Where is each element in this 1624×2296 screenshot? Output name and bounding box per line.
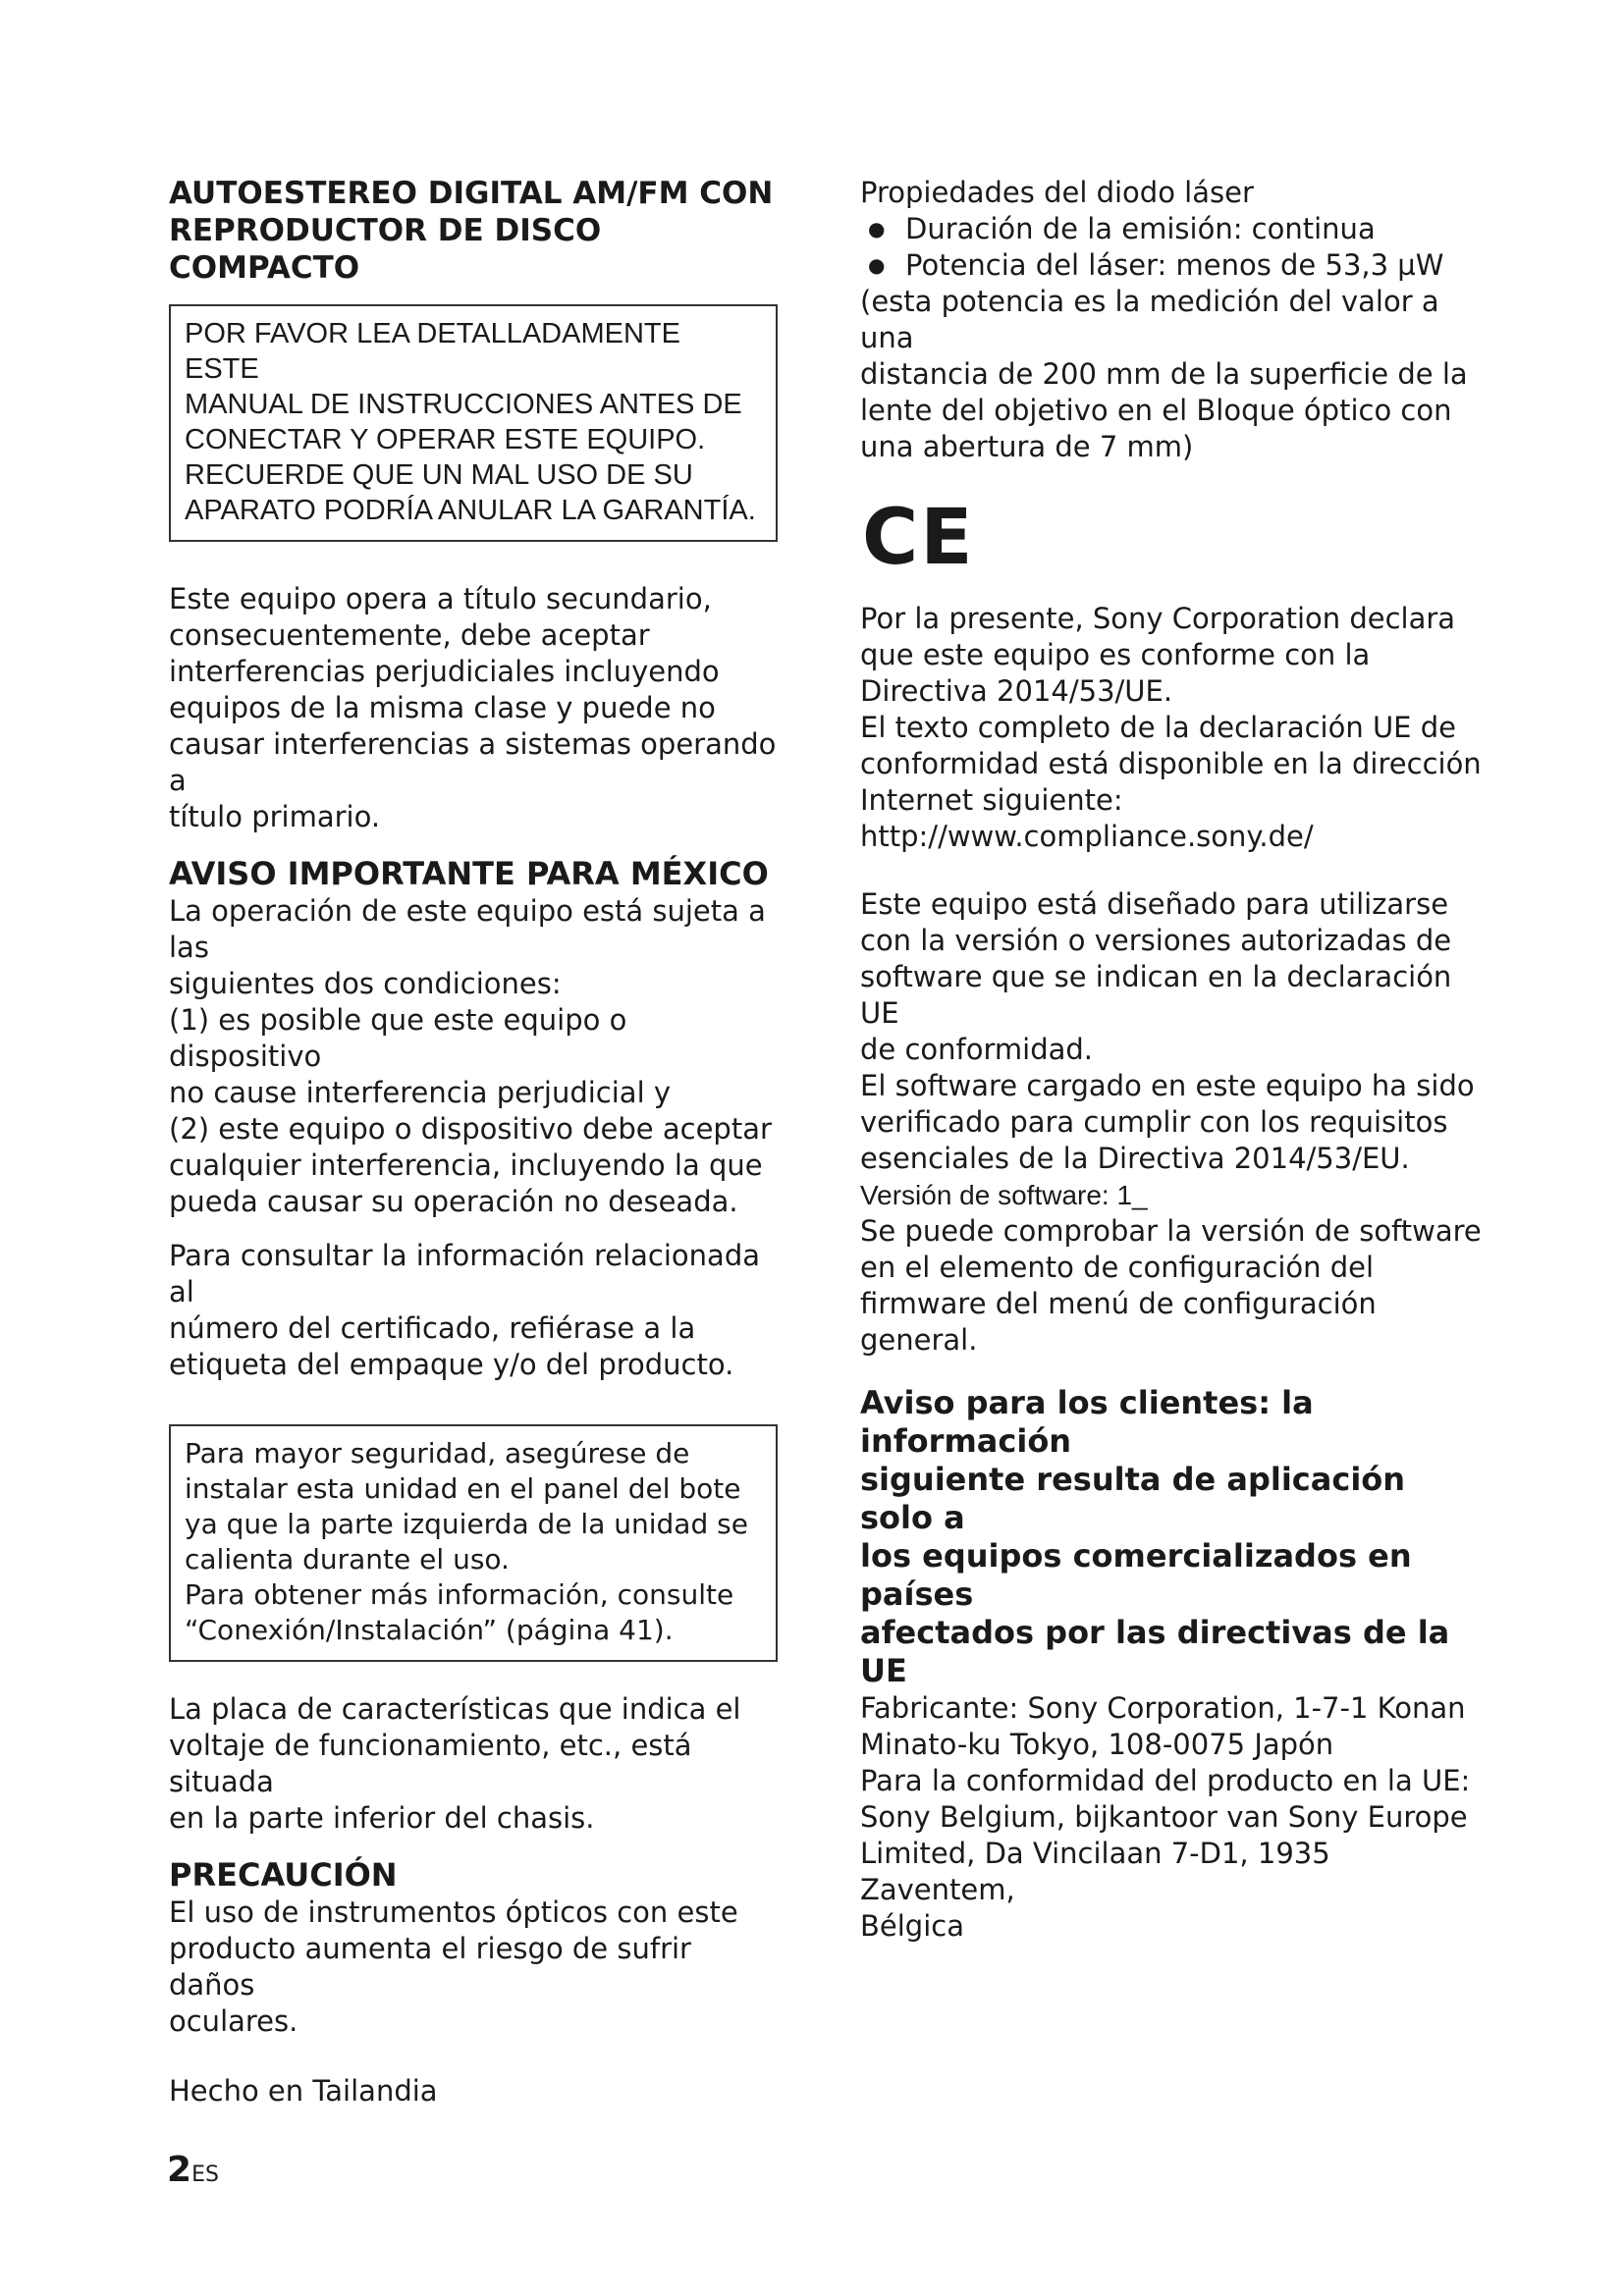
manufacturer-paragraph: Fabricante: Sony Corporation, 1-7-1 Konan Minato-ku Tokyo, 108-0075 Japón Para la conformidad del producto en la UE: Sony Belgium, bijkantoor van Sony Europe Limited, Da Vincilaan 7-D1, 1935 Zaventem, Bélgica	[860, 1691, 1471, 1943]
page-number-digit: 2	[167, 2150, 192, 2190]
box-line: POR FAVOR LEA DETALLADAMENTE ESTE	[185, 318, 680, 385]
laser-note: (esta potencia es la medición del valor a una distancia de 200 mm de la superficie de la lente del objetivo en el Bloque óptico con una abertura de 7 mm)	[860, 285, 1468, 463]
software-paragraph: Este equipo está diseñado para utilizarse con la versión o versiones autorizadas de software que se indican en la declaración UE de conformidad. El software cargado en este equipo ha sido verificado para cumplir con los requisitos esenciales de la Directiva 2014/53/EU. Versión de software: 1_ Se puede comprobar la versión de software en el elemento de configuración del firmware del menú de configuración general.	[860, 886, 1489, 1359]
secondary-operation-paragraph: Este equipo opera a título secundario, consecuentemente, debe aceptar interferencias perjudiciales incluyendo equipos de la misma clase y puede no causar interferencias a sistemas operando a título primario.	[169, 582, 777, 833]
warranty-notice-box	[169, 304, 778, 542]
right-column	[860, 175, 1489, 1945]
mexico-paragraph: La operación de este equipo está sujeta a las siguientes dos condiciones: (1) es posible que este equipo o dispositivo no cause interferencia perjudicial y (2) este equipo o dispositivo debe aceptar cualquier interferencia, incluyendo la que pueda causar su operación no deseada.	[169, 894, 772, 1218]
declaration-paragraph: Por la presente, Sony Corporation declara que este equipo es conforme con la Directiva 2014/53/UE. El texto completo de la declaración UE de conformidad está disponible en la dirección Internet siguiente: http://www.compliance.sony.de/	[860, 601, 1489, 855]
compliance-url: http://www.compliance.sony.de/	[860, 820, 1314, 853]
caution-paragraph: El uso de instrumentos ópticos con este producto aumenta el riesgo de sufrir daños oculares.	[169, 1896, 738, 2038]
laser-power-item: ● Potencia del láser: menos de 53,3 µW	[860, 247, 1489, 284]
language-code: ES	[191, 2163, 219, 2187]
mexico-heading: AVISO IMPORTANTE PARA MÉXICO	[169, 855, 769, 892]
laser-properties-title: Propiedades del diodo láser	[860, 176, 1254, 209]
software-version-line: Versión de software: 1_	[860, 1180, 1148, 1210]
title-heading: AUTOESTEREO DIGITAL AM/FM CON REPRODUCTOR DE DISCO COMPACTO	[169, 176, 774, 286]
box-line: CONECTAR Y OPERAR ESTE EQUIPO.	[185, 424, 706, 455]
ce-mark-icon: CE	[862, 494, 975, 582]
box-line: APARATO PODRÍA ANULAR LA GARANTÍA.	[185, 495, 756, 526]
page-number	[167, 2150, 219, 2190]
rating-plate-paragraph: La placa de características que indica el voltaje de funcionamiento, etc., está situada en la parte inferior del chasis.	[169, 1692, 741, 1835]
box-line: RECUERDE QUE UN MAL USO DE SU	[185, 459, 693, 491]
caution-heading: PRECAUCIÓN	[169, 1856, 398, 1894]
emission-duration-item: ● Duración de la emisión: continua	[860, 211, 1489, 247]
left-column	[169, 175, 778, 2109]
made-in-text: Hecho en Tailandia	[169, 2074, 438, 2108]
eu-notice-heading: Aviso para los clientes: la información siguiente resulta de aplicación solo a los equipos comercializados en países afectados por las directivas de la UE	[860, 1384, 1450, 1689]
certificate-paragraph: Para consultar la información relacionada al número del certificado, refiérase a la etiqueta del empaque y/o del producto.	[169, 1239, 761, 1381]
box-line: MANUAL DE INSTRUCCIONES ANTES DE	[185, 389, 742, 420]
safety-installation-box: Para mayor seguridad, asegúrese de instalar esta unidad en el panel del bote ya que la parte izquierda de la unidad se calienta durante el uso. Para obtener más información, consulte “Conexión/Instalación” (página 41).	[169, 1424, 778, 1662]
